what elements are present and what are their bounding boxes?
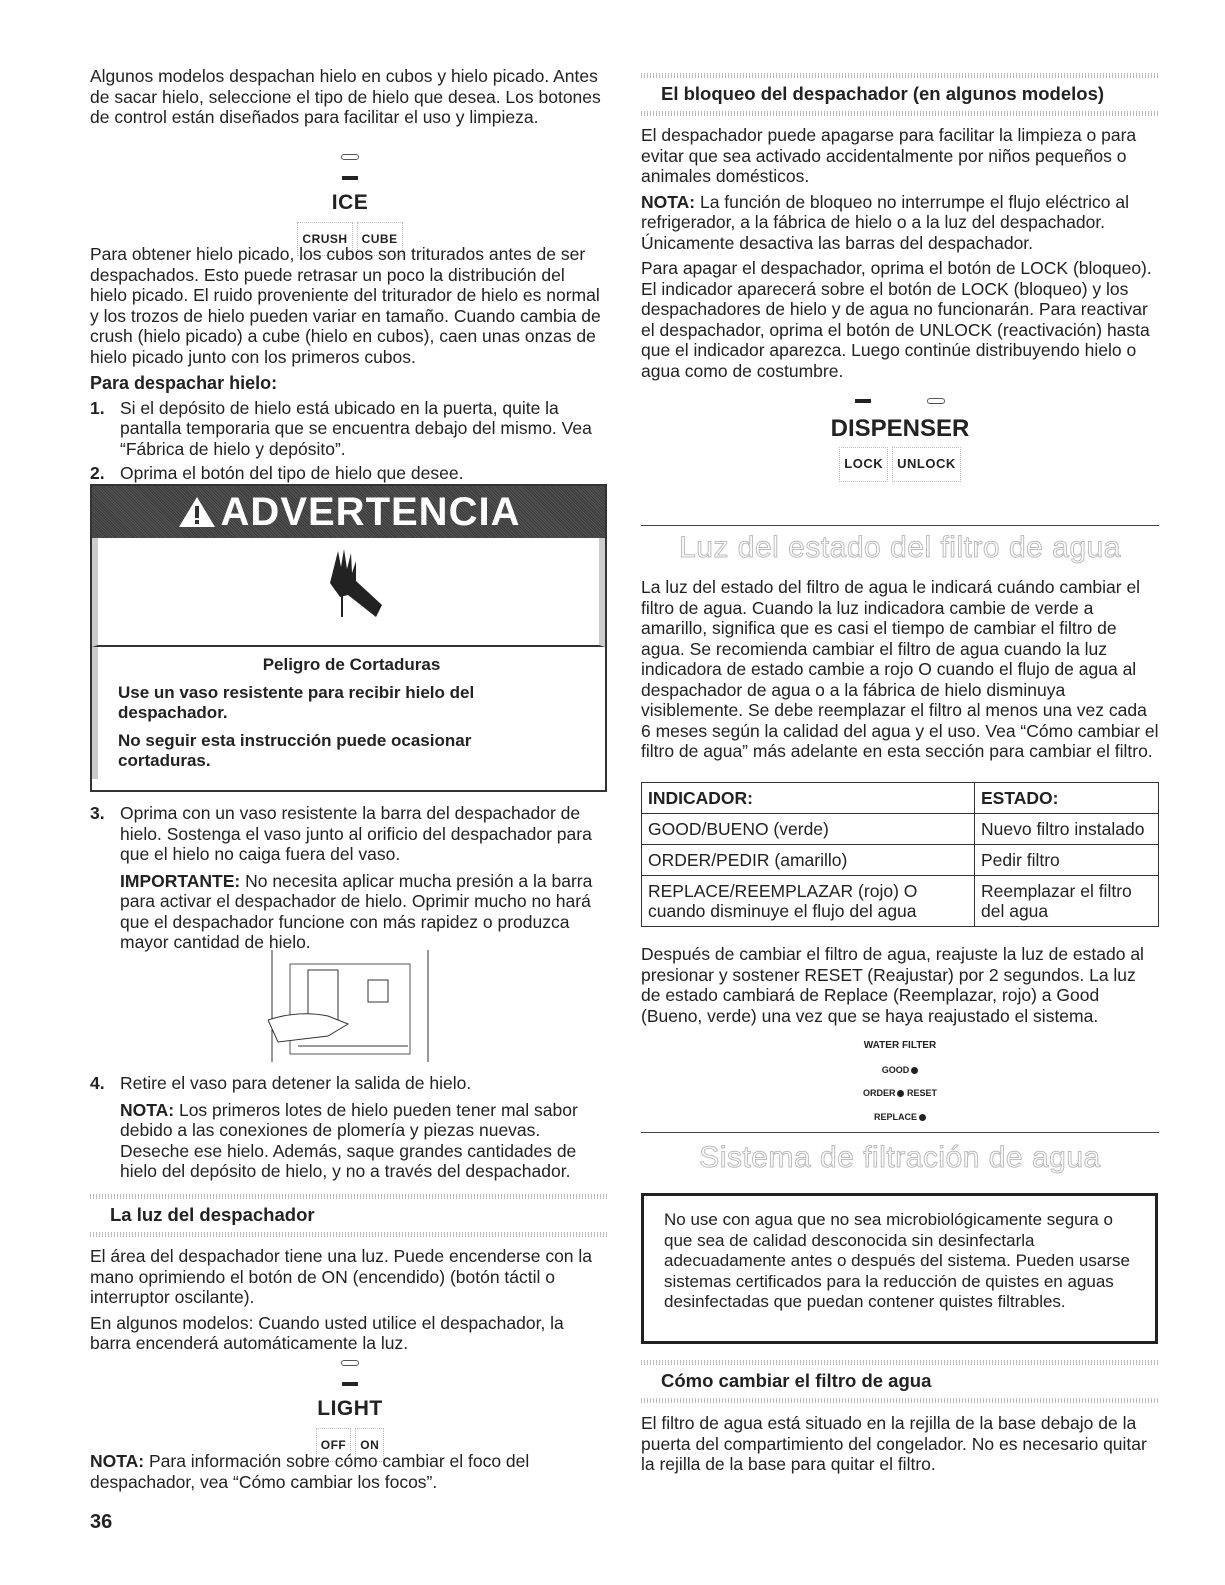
light-paragraph-2: En algunos modelos: Cuando usted utilice el despachador, la barra encenderá automáticamente la luz.: [90, 1312, 564, 1353]
replace-dot-icon: [919, 1114, 926, 1121]
warning-line-1: Use un vaso resistente para recibir hielo del despachador.: [118, 683, 475, 722]
table-row: ORDER/PEDIR (amarillo) Pedir filtro: [642, 845, 1159, 876]
cube-button[interactable]: CUBE: [357, 222, 403, 257]
water-filter-panel: [840, 1033, 960, 1130]
dispense-heading: Para despachar hielo:: [90, 373, 278, 393]
notice-box: [641, 1193, 1158, 1344]
page-number: 36: [90, 1511, 113, 1533]
reset-paragraph: Después de cambiar el filtro de agua, reajuste la luz de estado al presionar y sostener RESET (Reajustar) por 2 segundos. La luz de estado cambiará de Replace (Reemplazar, rojo) a Good (Bueno, verde) una vez que se haya reajustado el sistema.: [641, 944, 1144, 1026]
hazard-title: Peligro de Cortaduras: [262, 655, 441, 674]
glass-dispenser-icon: [268, 950, 433, 1062]
warning-box: [90, 484, 607, 792]
filter-status-paragraph: La luz del estado del filtro de agua le indicará cuándo cambiar el filtro de agua. Cuando la luz indicadora cambie de verde a amarillo, significa que es casi el tiempo de cambiar el filtro de agua. Se recomienda cambiar el filtro de agua cuando la luz indicadora de estado cambie a rojo O cuando el flujo de agua al despachador de agua o a la fábrica de hielo disminuya visiblemente. Se debe reemplazar el filtro al menos una vez cada 6 meses según la calidad del agua y el uso. Vea “Cómo cambiar el filtro de agua” más adelante en esta sección para cambiar el filtro.: [641, 577, 1159, 761]
notice-text: No use con agua que no sea microbiológicamente segura o que sea de calidad desconocida sin desinfectarla adecuadamente antes o después del sistema. Pueden usarse sistemas certificados para la reducción de quistes en aguas desinfectadas que puedan contener quistes filtrables.: [664, 1210, 1130, 1311]
change-section-header: [641, 1360, 1159, 1403]
table-header: INDICADOR:: [642, 783, 975, 814]
lock-button[interactable]: LOCK: [839, 447, 888, 482]
table-row: GOOD/BUENO (verde) Nuevo filtro instalado: [642, 814, 1159, 845]
lock-paragraph-1: El despachador puede apagarse para facilitar la limpieza o para evitar que sea activado accidentalmente por niños pequeños o animales domésticos.: [641, 125, 1137, 186]
off-button[interactable]: OFF: [316, 1428, 352, 1463]
dispenser-panel-title: DISPENSER: [830, 414, 970, 442]
light-section-header: [90, 1194, 608, 1237]
order-label: ORDER: [862, 1088, 896, 1098]
list-item: 4. Retire el vaso para detener la salida de hielo. NOTA: Los primeros lotes de hielo pueden tener mal sabor debido a las conexiones de plomería y piezas nuevas. Deseche ese hielo. Además, saque grandes cantidades de hielo del depósito de hielo, y no a través del despachador.: [90, 1073, 578, 1181]
good-label: GOOD: [881, 1064, 910, 1075]
change-heading: Cómo cambiar el filtro de agua: [661, 1370, 932, 1391]
unlock-button[interactable]: UNLOCK: [892, 447, 961, 482]
crush-paragraph: Para obtener hielo picado, los cubos son triturados antes de ser despachados. Esto puede retrasar un poco la distribución del hielo picado. El ruido proveniente del triturador de hielo es normal y los trozos de hielo pueden variar en tamaño. Cuando cambia de crush (hielo picado) a cube (hielo en cubos), caen unas onzas de hielo picado junto con los primeros cubos.: [90, 244, 601, 367]
crush-indicator-icon: [341, 154, 359, 160]
water-filter-title: WATER FILTER: [863, 1040, 937, 1051]
table-row: REPLACE/REEMPLAZAR (rojo) O cuando disminuye el flujo del agua Reemplazar el filtro del agua: [642, 876, 1159, 927]
indicator-table: [641, 782, 1159, 927]
light-panel-title: LIGHT: [317, 1397, 383, 1420]
lock-note: NOTA: La función de bloqueo no interrumpe el flujo eléctrico al refrigerador, a la fábrica de hielo o a la luz del despachador. Únicamente desactiva las barras del despachador.: [641, 191, 1129, 253]
unlock-indicator-icon: [927, 398, 945, 404]
warning-picture: [92, 538, 605, 647]
light-note: NOTA: Para información sobre cómo cambiar el foco del despachador, vea “Cómo cambiar los focos”.: [90, 1451, 530, 1492]
ice-panel-title: ICE: [331, 191, 369, 214]
change-paragraph: El filtro de agua está situado en la rejilla de la base debajo de la puerta del compartimiento del congelador. No es necesario quitar la rejilla de la base para quitar el filtro.: [641, 1413, 1147, 1474]
filter-status-title: Luz del estado del filtro de agua: [679, 531, 1121, 564]
on-indicator-icon: [342, 1382, 358, 1386]
crush-button[interactable]: CRUSH: [297, 222, 352, 257]
lock-section-header: [641, 73, 1159, 116]
good-dot-icon: [911, 1067, 918, 1074]
warning-title: ADVERTENCIA: [220, 489, 521, 534]
warning-triangle-icon: [177, 495, 217, 529]
cube-indicator-icon: [342, 176, 358, 180]
lock-paragraph-2: Para apagar el despachador, oprima el botón de LOCK (bloqueo). El indicador aparecerá sobre el botón de LOCK (bloqueo) y los despachadores de hielo y de agua no funcionarán. Para reactivar el despachador, oprima el botón de UNLOCK (reactivación) hasta que el indicador aparezca. Luego continúe distribuyendo hielo o agua como de costumbre.: [641, 258, 1152, 381]
divider: [641, 1132, 1159, 1133]
light-paragraph-1: El área del despachador tiene una luz. Puede encenderse con la mano oprimiendo el botón de ON (encendido) (botón táctil o interruptor oscilante).: [90, 1246, 593, 1307]
light-control-panel: [290, 1352, 410, 1462]
lock-indicator-icon: [855, 399, 871, 403]
cut-hand-icon: [304, 547, 394, 637]
list-item: 1. Si el depósito de hielo está ubicado en la puerta, quite la pantalla temporaria que se encuentra debajo del mismo. Vea “Fábrica de hielo y depósito”.: [90, 397, 592, 459]
reset-button[interactable]: RESET: [907, 1088, 938, 1098]
ice-control-panel: [290, 146, 410, 256]
dispenser-illustration: [268, 950, 433, 1062]
dispenser-control-panel: [815, 390, 985, 482]
divider: [641, 525, 1159, 526]
order-dot-icon: [897, 1090, 904, 1097]
on-button[interactable]: ON: [355, 1428, 384, 1463]
warning-line-2: No seguir esta instrucción puede ocasionar cortaduras.: [118, 731, 472, 770]
list-item: 2. Oprima el botón del tipo de hielo que desee.: [90, 463, 464, 483]
list-item: 3. Oprima con un vaso resistente la barra del despachador de hielo. Sostenga el vaso junto al orificio del despachador para que el hielo no caiga fuera del vaso. IMPORTANTE: No necesita aplicar mucha presión a la barra para activar el despachador de hielo. Oprimir mucho no hará que el despachador funcione con más rapidez o produzca mayor cantidad de hielo.: [90, 803, 593, 952]
warning-header: [92, 486, 605, 538]
replace-label: REPLACE: [873, 1111, 917, 1122]
lock-heading: El bloqueo del despachador (en algunos modelos): [661, 83, 1105, 104]
table-header: ESTADO:: [975, 783, 1159, 814]
off-indicator-icon: [341, 1360, 359, 1366]
intro-paragraph: Algunos modelos despachan hielo en cubos y hielo picado. Antes de sacar hielo, seleccione el tipo de hielo que desea. Los botones de control están diseñados para facilitar el uso y limpieza.: [90, 66, 601, 127]
light-heading: La luz del despachador: [110, 1204, 315, 1225]
system-title: Sistema de filtración de agua: [699, 1141, 1101, 1174]
